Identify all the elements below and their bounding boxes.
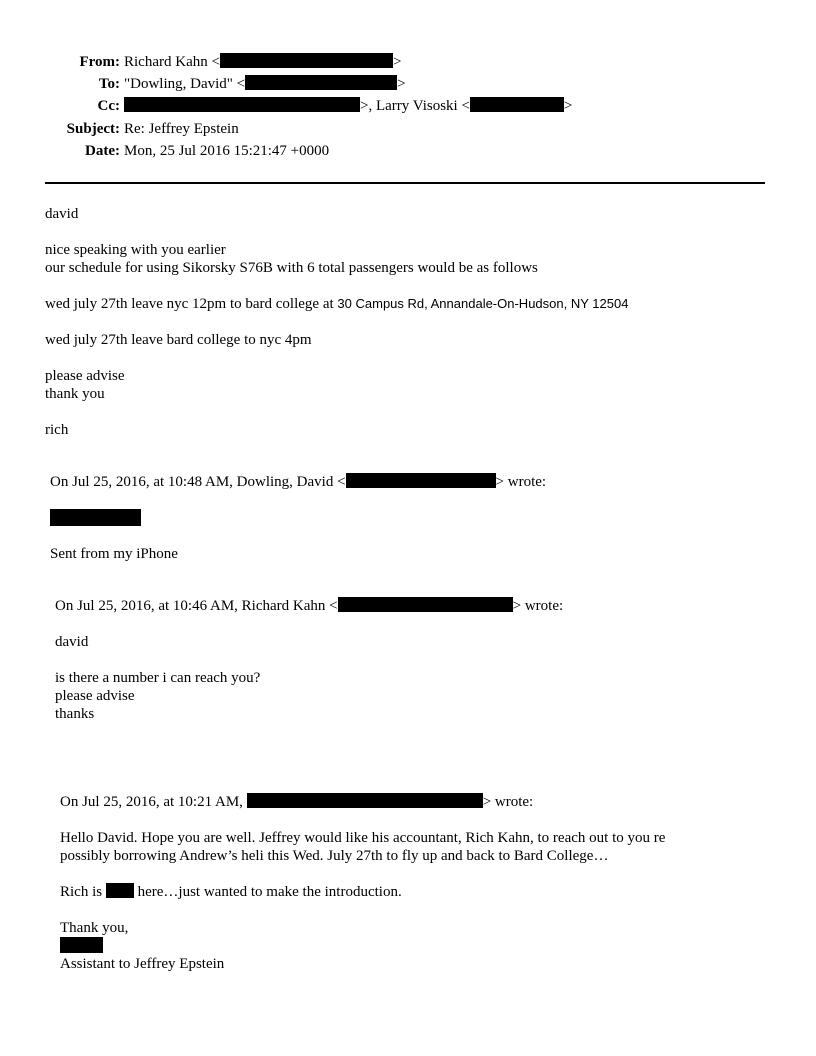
quote-paragraph-line: Rich is here…just wanted to make the introduction. bbox=[60, 884, 402, 900]
itinerary-leg-2: wed july 27th leave bard college to nyc 4pm bbox=[45, 332, 312, 348]
body-line: our schedule for using Sikorsky S76B with 6 total passengers would be as follows bbox=[45, 260, 538, 276]
quote-line: please advise bbox=[55, 688, 135, 704]
redacted-email bbox=[220, 53, 393, 68]
cc-value: >, Larry Visoski < > bbox=[124, 97, 572, 115]
quote-line: is there a number i can reach you? bbox=[55, 670, 261, 686]
quote-attribution: On Jul 25, 2016, at 10:21 AM, > wrote: bbox=[60, 794, 534, 810]
signature-title: Assistant to Jeffrey Epstein bbox=[60, 956, 225, 972]
redacted-email bbox=[247, 793, 483, 808]
redacted-email bbox=[245, 75, 397, 90]
subject-label: Subject: bbox=[66, 121, 120, 137]
date-label: Date: bbox=[85, 143, 120, 159]
signature: rich bbox=[45, 422, 69, 438]
redacted-text bbox=[106, 883, 134, 898]
quote-line: thanks bbox=[55, 706, 95, 722]
body-line: thank you bbox=[45, 386, 105, 402]
date-value: Mon, 25 Jul 2016 15:21:47 +0000 bbox=[124, 143, 330, 159]
header-divider bbox=[45, 182, 765, 184]
cc-label: Cc: bbox=[97, 98, 120, 114]
redacted-email bbox=[470, 97, 564, 112]
body-line: nice speaking with you earlier bbox=[45, 242, 226, 258]
redacted-email bbox=[124, 97, 360, 112]
quote-paragraph-line: Hello David. Hope you are well. Jeffrey would like his accountant, Rich Kahn, to reach out to you re bbox=[60, 830, 666, 846]
itinerary-leg-1: wed july 27th leave nyc 12pm to bard college at 30 Campus Rd, Annandale-On-Hudson, NY 12504 bbox=[45, 296, 629, 312]
to-name: "Dowling, David" bbox=[124, 76, 233, 92]
redacted-email bbox=[338, 597, 513, 612]
closing: Thank you, bbox=[60, 920, 129, 936]
quote-attribution: On Jul 25, 2016, at 10:46 AM, Richard Kahn < > wrote: bbox=[55, 598, 564, 614]
redacted-email bbox=[346, 473, 496, 488]
body-greeting: david bbox=[45, 206, 79, 222]
redacted-text bbox=[50, 509, 141, 526]
from-name: Richard Kahn bbox=[124, 54, 208, 70]
bard-address: 30 Campus Rd, Annandale-On-Hudson, NY 12504 bbox=[337, 296, 629, 311]
from-value: Richard Kahn < > bbox=[124, 54, 402, 70]
to-label: To: bbox=[98, 76, 120, 92]
quote-attribution: On Jul 25, 2016, at 10:48 AM, Dowling, David < > wrote: bbox=[50, 474, 547, 490]
cc-name: Larry Visoski bbox=[375, 98, 458, 114]
sent-from: Sent from my iPhone bbox=[50, 546, 178, 562]
from-label: From: bbox=[79, 54, 120, 70]
to-value: "Dowling, David" < > bbox=[124, 76, 406, 92]
quote-greeting: david bbox=[55, 634, 89, 650]
quote-paragraph-line: possibly borrowing Andrew’s heli this Wed. July 27th to fly up and back to Bard College… bbox=[60, 848, 609, 864]
body-line: please advise bbox=[45, 368, 125, 384]
subject-value: Re: Jeffrey Epstein bbox=[124, 121, 239, 137]
redacted-name bbox=[60, 937, 103, 953]
